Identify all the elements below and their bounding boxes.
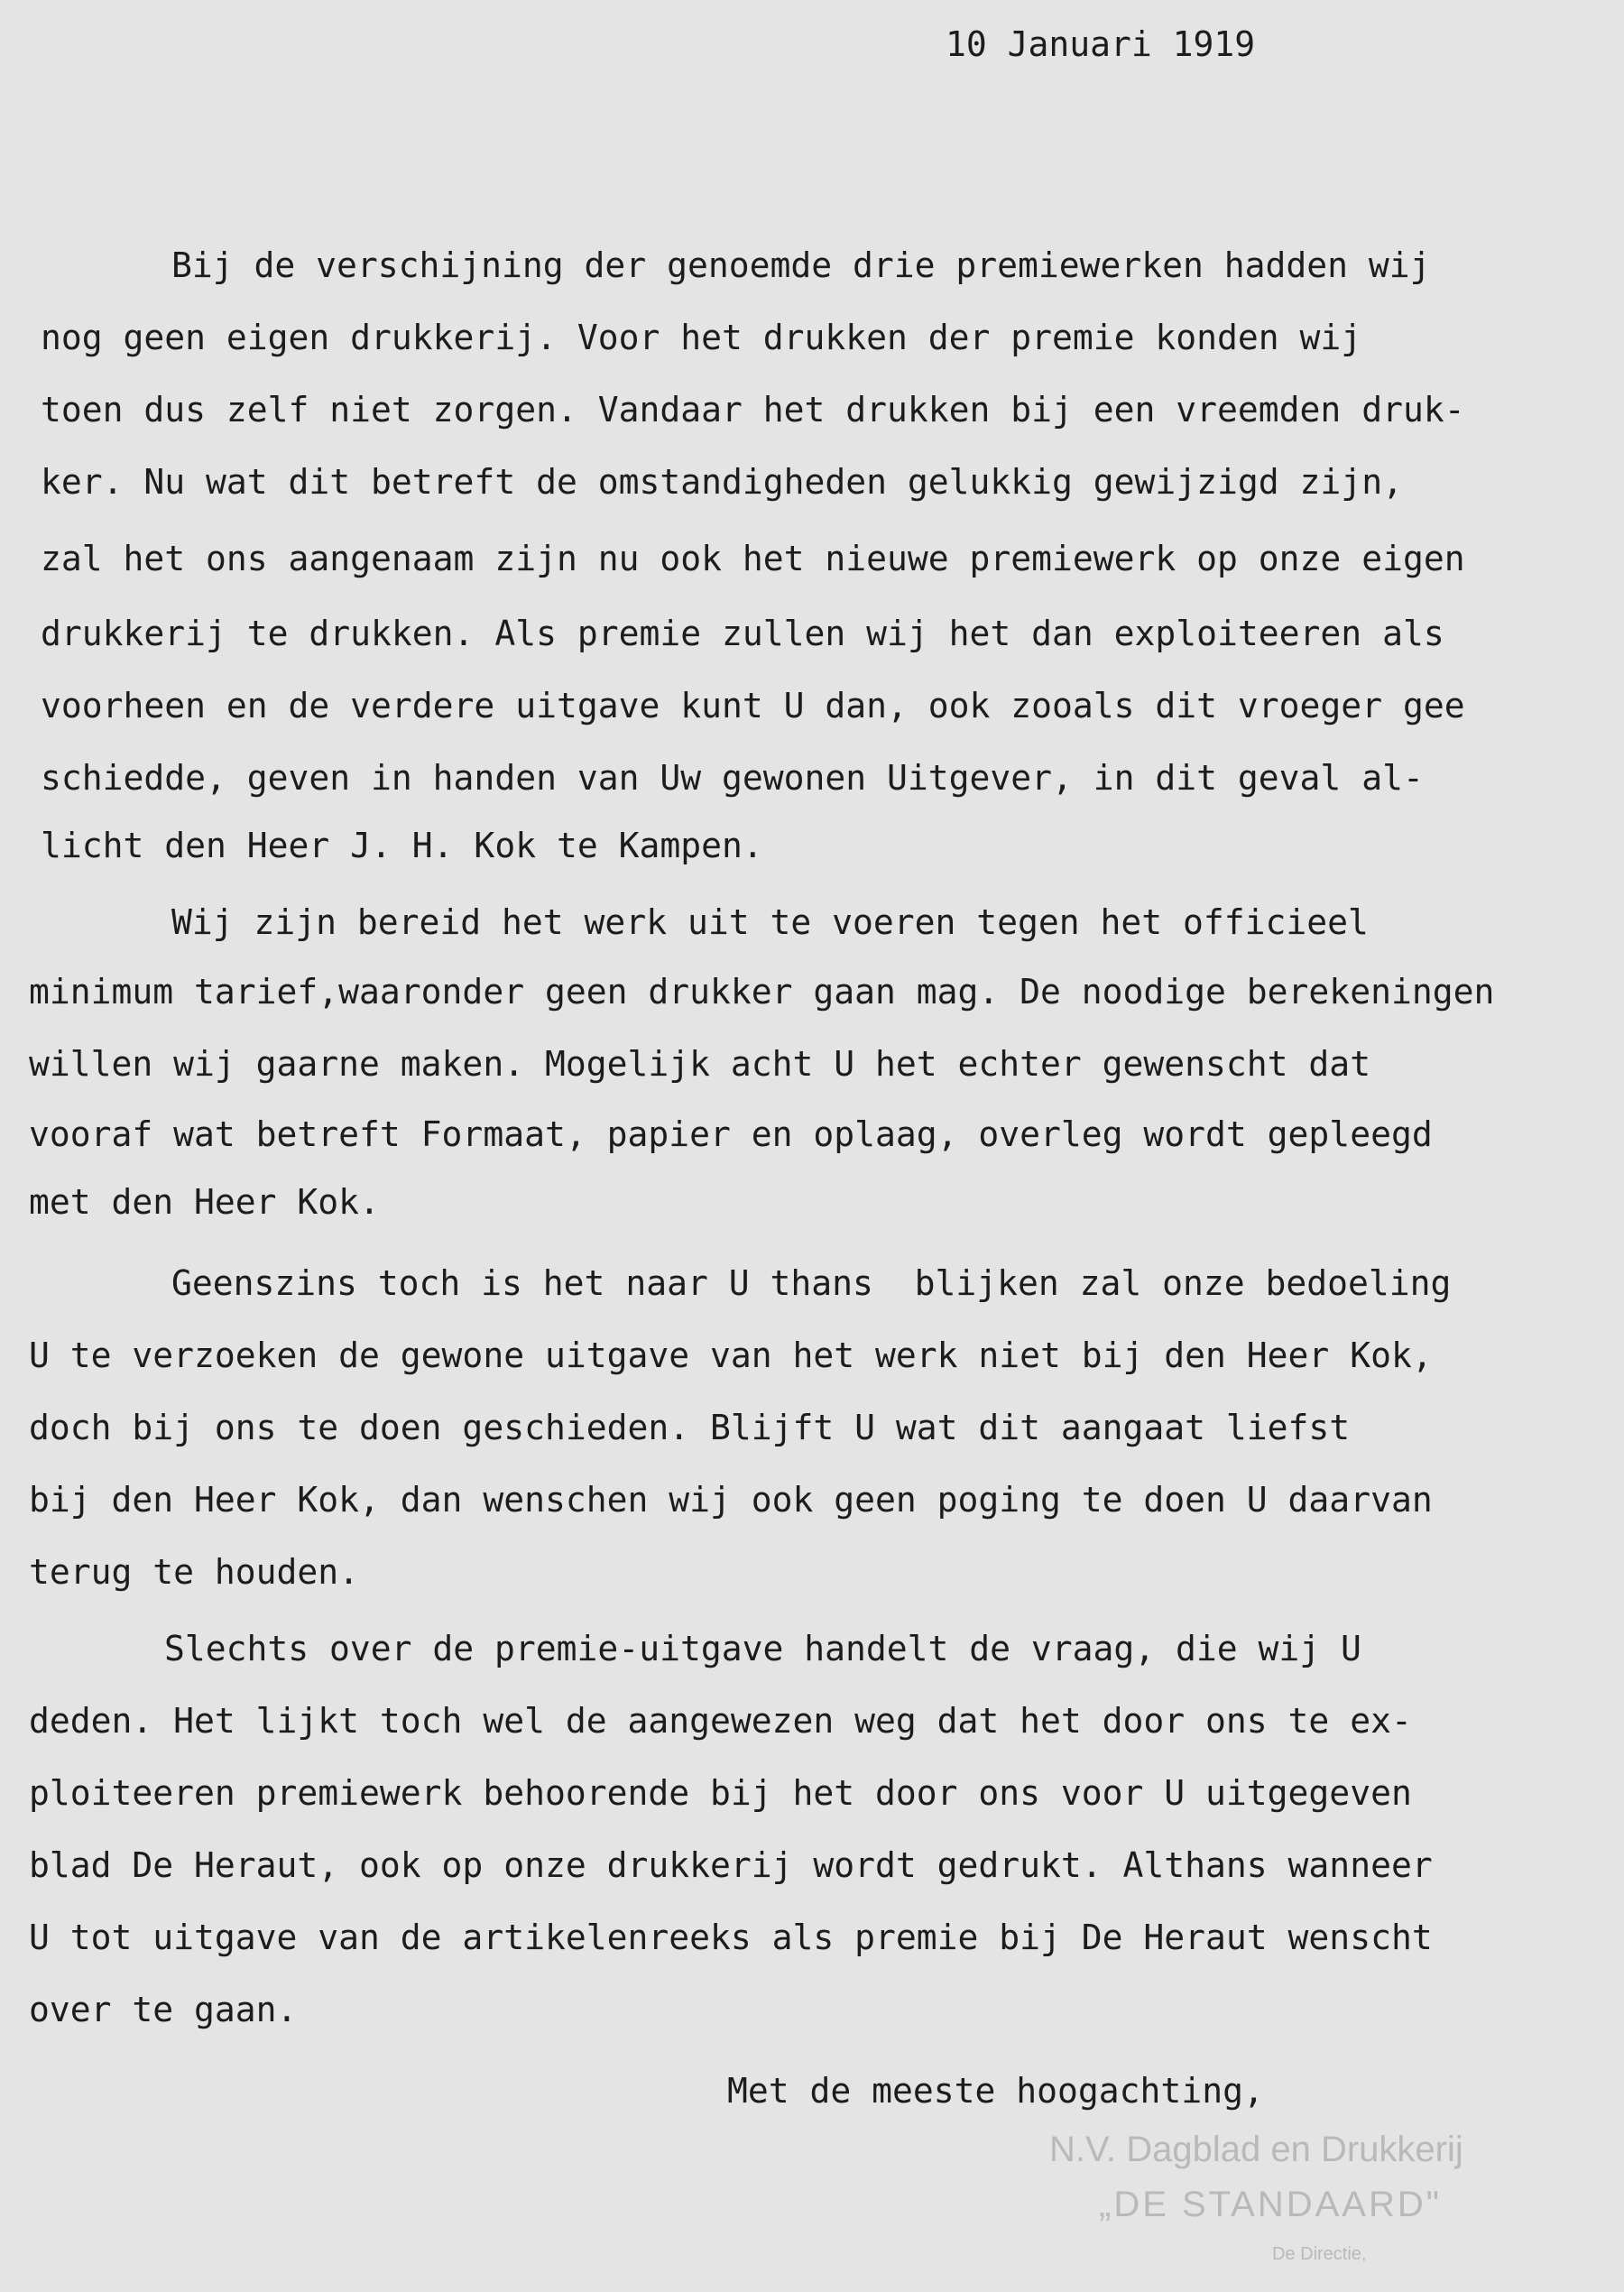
body-line: deden. Het lijkt toch wel de aangewezen weg dat het door ons te ex- (29, 1701, 1412, 1741)
body-line: over te gaan. (29, 1990, 298, 2029)
body-line: terug te houden. (29, 1552, 360, 1592)
body-line: Wij zijn bereid het werk uit te voeren tegen het officieel (171, 902, 1369, 942)
body-line: willen wij gaarne maken. Mogelijk acht U het echter gewenscht dat (29, 1044, 1371, 1084)
body-line: U tot uitgave van de artikelenreeks als premie bij De Heraut wenscht (29, 1918, 1433, 1957)
stamp-directie-line: De Directie, (1272, 2244, 1367, 2264)
body-line: nog geen eigen drukkerij. Voor het drukken der premie konden wij (41, 318, 1362, 357)
body-line: vooraf wat betreft Formaat, papier en oplaag, overleg wordt gepleegd (29, 1114, 1433, 1154)
body-line: bij den Heer Kok, dan wenschen wij ook geen poging te doen U daarvan (29, 1480, 1433, 1520)
body-line: Bij de verschijning der genoemde drie premiewerken hadden wij (171, 245, 1431, 285)
stamp-name-line: „DE STANDAARD" (1099, 2185, 1442, 2224)
closing: Met de meeste hoogachting, (727, 2071, 1264, 2111)
body-line: toen dus zelf niet zorgen. Vandaar het drukken bij een vreemden druk- (41, 390, 1465, 430)
stamp-company-line: N.V. Dagblad en Drukkerij (1049, 2130, 1463, 2169)
body-line: ploiteeren premiewerk behoorende bij het door ons voor U uitgegeven (29, 1773, 1412, 1813)
body-line: U te verzoeken de gewone uitgave van het werk niet bij den Heer Kok, (29, 1335, 1433, 1375)
body-line: Geenszins toch is het naar U thans blijken zal onze bedoeling (171, 1263, 1452, 1303)
body-line: Slechts over de premie-uitgave handelt de vraag, die wij U (164, 1629, 1361, 1668)
body-line: met den Heer Kok. (29, 1182, 380, 1222)
body-line: zal het ons aangenaam zijn nu ook het nieuwe premiewerk op onze eigen (41, 539, 1465, 578)
body-line: drukkerij te drukken. Als premie zullen wij het dan exploiteeren als (41, 614, 1444, 653)
body-line: ker. Nu wat dit betreft de omstandigheden gelukkig gewijzigd zijn, (41, 462, 1403, 502)
letter-date: 10 Januari 1919 (946, 24, 1256, 64)
body-line: minimum tarief,waaronder geen drukker gaan mag. De noodige berekeningen (29, 972, 1495, 1012)
body-line: doch bij ons te doen geschieden. Blijft U wat dit aangaat liefst (29, 1408, 1351, 1447)
body-line: schiedde, geven in handen van Uw gewonen Uitgever, in dit geval al- (41, 758, 1424, 798)
body-line: licht den Heer J. H. Kok te Kampen. (41, 826, 763, 865)
body-line: voorheen en de verdere uitgave kunt U dan, ook zooals dit vroeger gee (41, 686, 1465, 725)
body-line: blad De Heraut, ook op onze drukkerij wordt gedrukt. Althans wanneer (29, 1845, 1433, 1885)
